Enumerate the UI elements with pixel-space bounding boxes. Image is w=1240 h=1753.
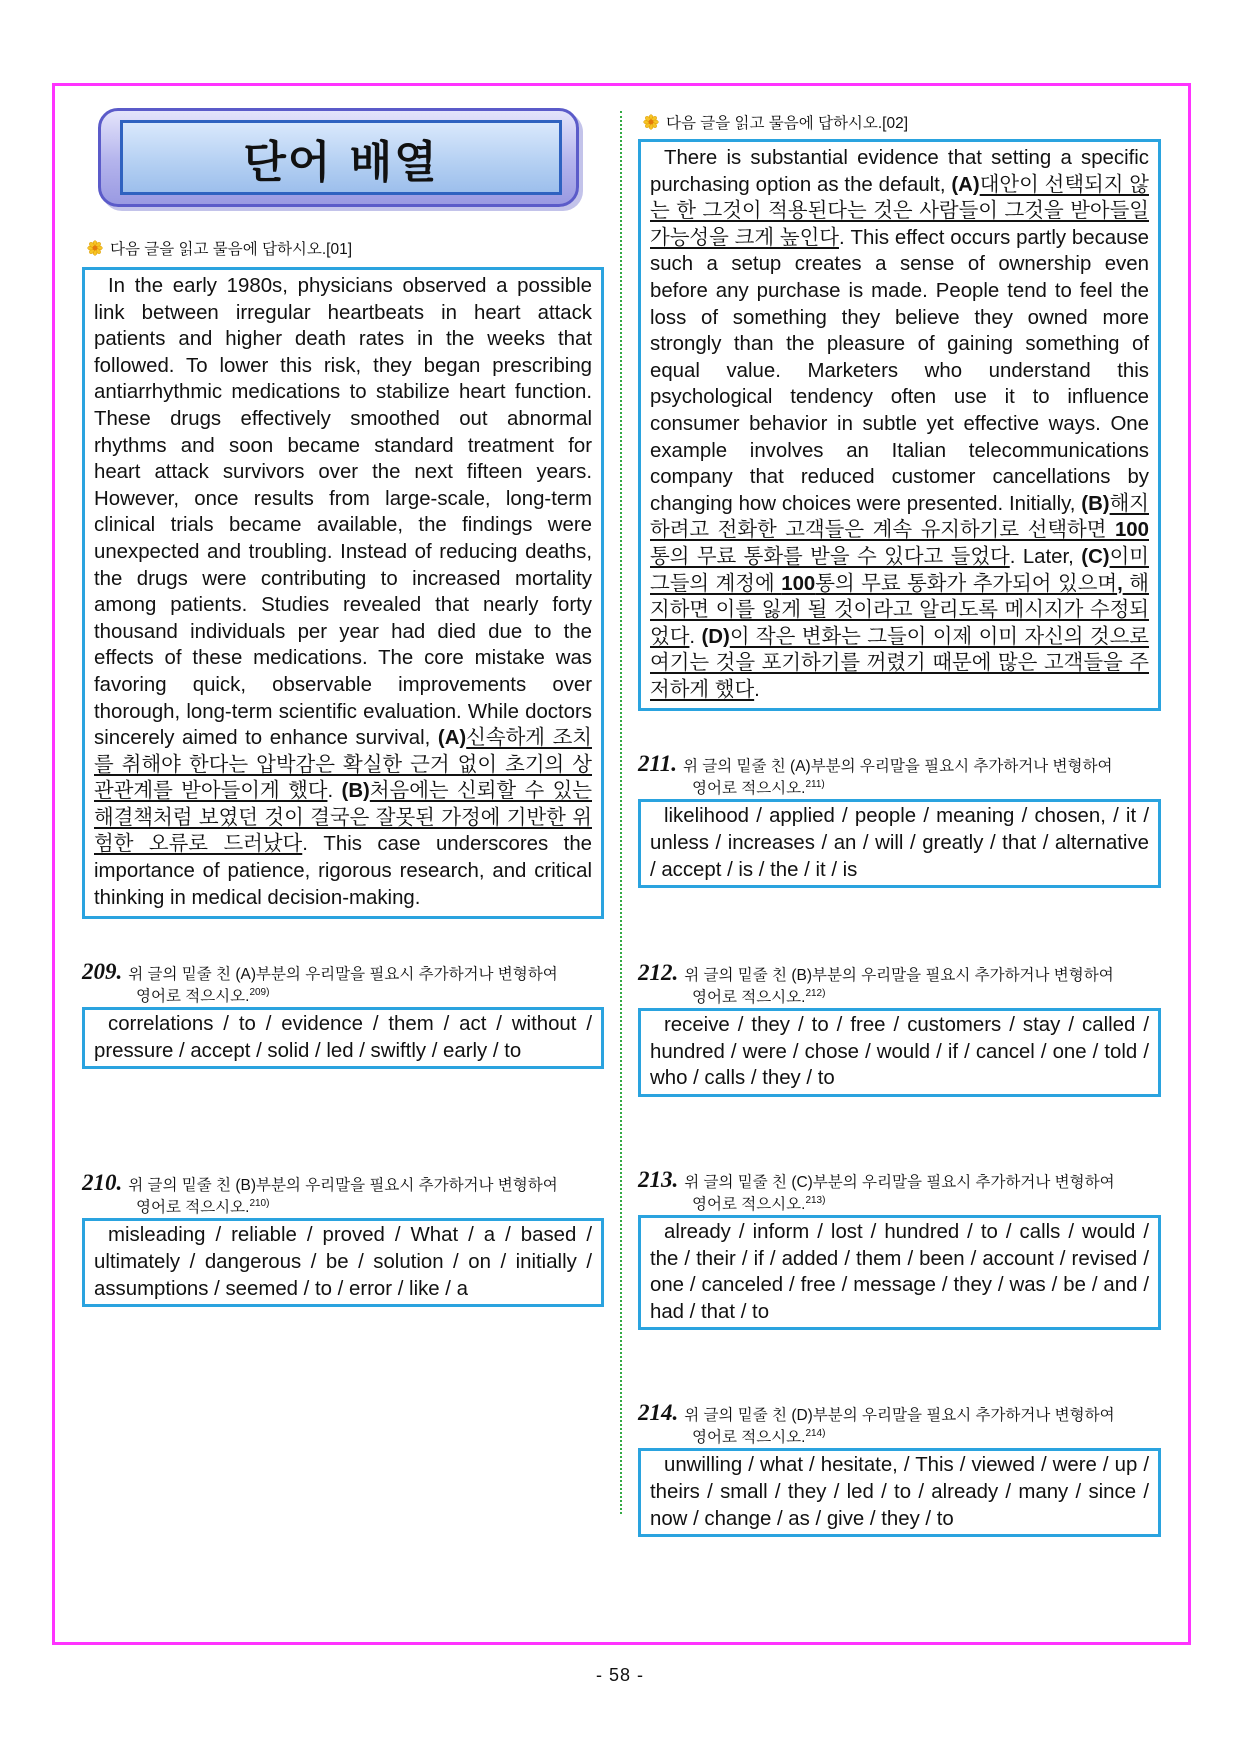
instruction-02 bbox=[643, 111, 1161, 133]
underlined-text-d: 이 작은 변화는 그들이 이제 이미 자신의 것으로 여기는 것을 포기하기를 꺼렸기 때문에 많은 고객들을 주저하게 했다 bbox=[650, 625, 1149, 701]
underlined-text-b: 처음에는 신뢰할 수 있는 해결책처럼 보였던 것이 결국은 잘못된 가정에 기반한 위험한 오류로 드러났다 bbox=[94, 780, 592, 856]
underlined-number: 100 bbox=[781, 572, 816, 595]
passage-text: . This effect occurs partly because such a setup creates a sense of ownership even before any purchase is made. People tend to feel the loss of something they believe they owned more strongly than the pleasure of gaining something of equal value. Marketers who understand this psychological tendency often use it to influence consumer behavior in subtle yet effective ways. One example involves an Italian telecommunications company that reduced customer cancellations by changing how choices were presented. Initially, bbox=[650, 226, 1149, 515]
passage-text: In the early 1980s, physicians observed a possible link between irregular heartbeats in heart attack patients and higher death rates in the weeks that followed. To lower this risk, they began prescribing antiarrhythmic medications to stabilize heart function. These drugs effectively smoothed out abnormal rhythms and soon became standard treatment for heart attack survivors over the next fifteen years. However, once results from large-scale, long-term clinical trials became available, the findings were unexpected and troubling. Instead of reducing deaths, the drugs were contributing to increased mortality among patients. Studies revealed that nearly forty thousand individuals per year had died due to the effects of these medications. The core mistake was favoring quick, observable improvements over thorough, long-term scientific evaluation. While doctors sincerely aimed to enhance survival, bbox=[94, 275, 592, 750]
question-prompt-line2: 영어로 적으시오. bbox=[692, 780, 806, 798]
question-prompt: 위 글의 밑줄 친 (D)부분의 우리말을 필요시 추가하거나 변형하여 bbox=[684, 1407, 1115, 1425]
question-prompt: 위 글의 밑줄 친 (A)부분의 우리말을 필요시 추가하거나 변형하여 bbox=[128, 966, 558, 984]
question-number: 213. bbox=[638, 1167, 679, 1193]
question-209-header bbox=[82, 960, 604, 1007]
word-box-212 bbox=[638, 1008, 1161, 1097]
question-prompt: 위 글의 밑줄 친 (B)부분의 우리말을 필요시 추가하거나 변형하여 bbox=[684, 967, 1114, 985]
passage-text: . bbox=[327, 780, 342, 803]
flower-icon bbox=[87, 240, 103, 256]
instruction-01 bbox=[87, 237, 604, 259]
left-column bbox=[82, 108, 604, 1307]
page-title: 단어 배열 bbox=[243, 136, 439, 188]
passage-02 bbox=[638, 139, 1161, 711]
word-box-210 bbox=[82, 1218, 604, 1307]
instruction-text: 다음 글을 읽고 물음에 답하시오.[01] bbox=[110, 241, 353, 258]
question-214-header bbox=[638, 1401, 1161, 1448]
question-number: 212. bbox=[638, 960, 679, 986]
word-list: correlations / to / evidence / them / act / without / pressure / accept / solid / led / swiftly / early / to bbox=[94, 1013, 592, 1062]
footnote-marker: 212) bbox=[805, 988, 826, 1000]
underlined-text-b: 해지하려고 전화한 고객들은 계속 유지하기로 선택하면 bbox=[650, 492, 1149, 542]
footnote-marker: 210) bbox=[249, 1198, 270, 1210]
word-box-211 bbox=[638, 799, 1161, 888]
marker-a: (A) bbox=[951, 173, 980, 196]
marker-d: (D) bbox=[701, 625, 730, 648]
word-box-209 bbox=[82, 1007, 604, 1069]
column-divider bbox=[620, 111, 622, 1514]
question-211-header bbox=[638, 752, 1161, 799]
flower-icon bbox=[643, 114, 659, 130]
footnote-marker: 209) bbox=[249, 987, 270, 999]
passage-text: . bbox=[754, 678, 760, 701]
word-list: unwilling / what / hesitate, / This / viewed / were / up / theirs / small / they / led / to / already / many / since / now / change / as / give / they / to bbox=[650, 1454, 1149, 1530]
right-column bbox=[638, 111, 1161, 1537]
underlined-text-c: 해지하면 이를 잃게 될 것이라고 알리도록 메시지가 수정되었다 bbox=[650, 572, 1149, 648]
question-prompt: 위 글의 밑줄 친 (C)부분의 우리말을 필요시 추가하거나 변형하여 bbox=[684, 1174, 1115, 1192]
marker-c: (C) bbox=[1081, 545, 1110, 568]
question-prompt-line2: 영어로 적으시오. bbox=[692, 1429, 806, 1447]
passage-text: . This case underscores the importance of patience, rigorous research, and critical thinking in medical decision-making. bbox=[94, 833, 592, 909]
marker-a: (A) bbox=[437, 727, 467, 750]
footnote-marker: 214) bbox=[805, 1428, 826, 1440]
word-box-213 bbox=[638, 1215, 1161, 1330]
question-number: 214. bbox=[638, 1400, 679, 1426]
footnote-marker: 213) bbox=[805, 1195, 826, 1207]
question-prompt: 위 글의 밑줄 친 (B)부분의 우리말을 필요시 추가하거나 변형하여 bbox=[128, 1177, 558, 1195]
marker-b: (B) bbox=[1081, 492, 1110, 515]
underlined-text-c: 이미 그들의 계정에 bbox=[650, 545, 1149, 595]
passage-text: . Later, bbox=[1009, 545, 1082, 568]
passage-text: There is substantial evidence that setting a specific purchasing option as the default, bbox=[650, 147, 1149, 196]
question-number: 211. bbox=[638, 751, 677, 777]
marker-b: (B) bbox=[341, 780, 370, 803]
question-prompt-line2: 영어로 적으시오. bbox=[692, 989, 806, 1007]
underlined-number: 100 bbox=[1114, 519, 1149, 542]
title-banner-inner bbox=[120, 120, 562, 195]
word-box-214 bbox=[638, 1448, 1161, 1537]
word-list: misleading / reliable / proved / What / a / based / ultimately / dangerous / be / solution / on / initially / assumptions / seemed / to / error / like / a bbox=[94, 1224, 592, 1300]
question-212-header bbox=[638, 961, 1161, 1008]
question-prompt: 위 글의 밑줄 친 (A)부분의 우리말을 필요시 추가하거나 변형하여 bbox=[682, 758, 1113, 776]
word-list: already / inform / lost / hundred / to / calls / would / the / their / if / added / them / been / account / revised / one / canceled / free / message / they / was / be / and / had / that / to bbox=[650, 1221, 1149, 1323]
underlined-comma: , bbox=[1117, 572, 1123, 595]
passage-01 bbox=[82, 267, 604, 919]
question-number: 210. bbox=[82, 1170, 123, 1196]
underlined-text-c: 통의 무료 통화가 추가되어 있으며 bbox=[815, 572, 1118, 595]
question-prompt-line2: 영어로 적으시오. bbox=[136, 1199, 250, 1217]
word-list: receive / they / to / free / customers / stay / called / hundred / were / chose / would / if / cancel / one / told / who / calls / they / to bbox=[650, 1014, 1149, 1090]
underlined-text-b: 통의 무료 통화를 받을 수 있다고 들었다 bbox=[650, 545, 1010, 568]
underlined-text-a: 대안이 선택되지 않는 한 그것이 적용된다는 것은 사람들이 그것을 받아들일 가능성을 크게 높인다 bbox=[650, 173, 1149, 249]
question-213-header bbox=[638, 1168, 1161, 1215]
question-number: 209. bbox=[82, 959, 123, 985]
question-prompt-line2: 영어로 적으시오. bbox=[136, 988, 250, 1006]
passage-text: . bbox=[689, 625, 702, 648]
word-list: likelihood / applied / people / meaning / chosen, / it / unless / increases / an / will / greatly / that / alternative / accept / is / the / it / is bbox=[650, 805, 1149, 881]
underlined-text-a: 신속하게 조치를 취해야 한다는 압박감은 확실한 근거 없이 초기의 상관관계를 받아들이게 했다 bbox=[94, 727, 592, 803]
instruction-text: 다음 글을 읽고 물음에 답하시오.[02] bbox=[666, 115, 909, 132]
page-number: - 58 - bbox=[595, 1665, 644, 1685]
footnote-marker: 211) bbox=[805, 779, 825, 791]
title-banner bbox=[98, 108, 579, 207]
question-prompt-line2: 영어로 적으시오. bbox=[692, 1196, 806, 1214]
question-210-header bbox=[82, 1171, 604, 1218]
